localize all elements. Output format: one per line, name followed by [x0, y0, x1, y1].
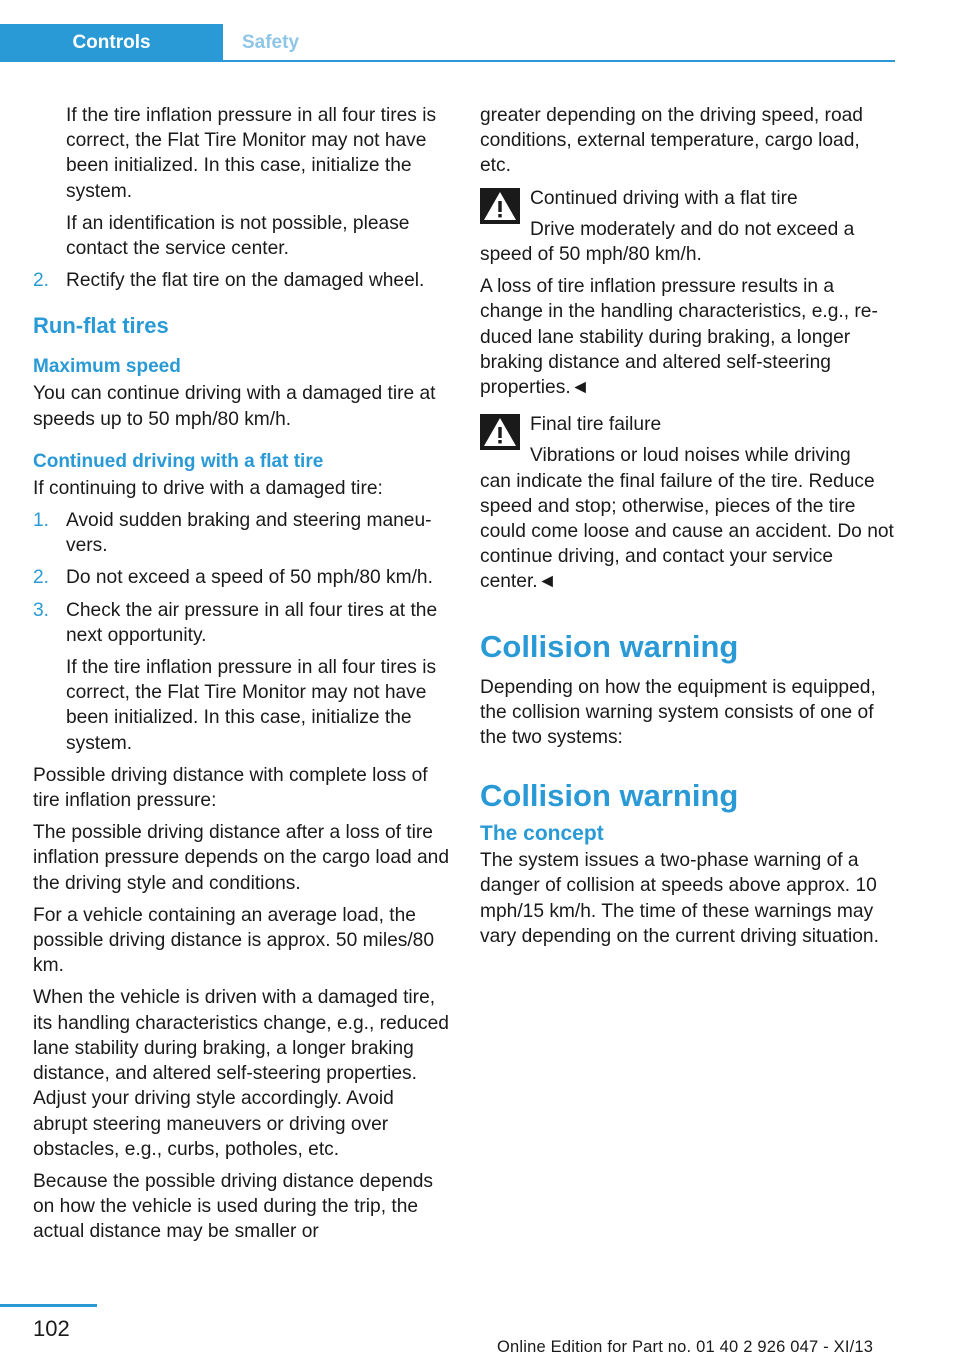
warning-title: Continued driving with a flat tire — [530, 187, 798, 209]
runflat-heading: Run-flat tires — [33, 313, 169, 339]
list-item — [33, 598, 451, 648]
list-text: Avoid sudden braking and steering maneuvers. — [66, 510, 432, 557]
warning-line: Drive moderately and do not exceed a — [530, 218, 855, 240]
concept-text: The system issues a two-phase warning of a danger of collision at speeds above approx. 10 mph/15 km/h. The time of these warnings may vary depending on the current driving situation. — [480, 850, 879, 947]
list-number: 1. — [33, 510, 50, 532]
edition-info: Online Edition for Part no. 01 40 2 926 047 - XI/13 — [497, 1338, 874, 1356]
list-number: 2. — [33, 567, 50, 589]
list-item — [33, 508, 451, 558]
warning-triangle-icon — [480, 414, 520, 450]
list-text: Rectify the flat tire on the damaged wheel. — [66, 270, 425, 292]
list-sub-paragraph: If the tire inflation pressure in all four tires is correct, the Flat Tire Monitor may not have been initialized. In this case, initialize the system. — [66, 657, 437, 754]
warning-rest: speed of 50 mph/80 km/h. — [480, 244, 702, 266]
warning-block-final-failure — [480, 412, 895, 594]
intro-paragraph-2: If an identification is not possible, please contact the service center. — [66, 212, 410, 260]
maxspeed-heading: Maximum speed — [33, 356, 181, 378]
list-number: 3. — [33, 599, 50, 621]
paragraph-handling: When the vehicle is driven with a damaged tire, its handling characteristics change, e.g., reduced lane stability during braking, a longer braking distance, and altered self-steering properties. Adjust your driving style accordingly. Avoid abrupt steering maneuvers or driving over obstacles, e.g., curbs, potholes, etc. — [33, 987, 449, 1160]
continued-heading: Continued driving with a flat tire — [33, 450, 324, 472]
concept-heading: The concept — [480, 822, 604, 846]
list-number: 2. — [33, 270, 50, 292]
warning-rest: can indicate the final failure of the tire. Reduce speed and stop; otherwise, pieces of the tire could come loose and cause an accident. Do not continue driving, and contact your service center.◄ — [480, 470, 894, 593]
paragraph-distance-depends: The possible driving distance after a loss of tire inflation pressure depends on the cargo load and the driving style and conditions. — [33, 822, 450, 894]
list-text: Do not exceed a speed of 50 mph/80 km/h. — [66, 567, 433, 589]
warning-line: Vibrations or loud noises while driving — [530, 445, 851, 467]
collision-warning-heading: Collision warning — [480, 628, 739, 664]
list-item — [33, 565, 451, 590]
warning-block-flat-tire — [480, 186, 895, 268]
paragraph-continued: greater depending on the driving speed, road conditions, external temperature, cargo load, etc. — [480, 105, 863, 177]
tab-controls[interactable]: Controls — [0, 24, 223, 60]
tab-safety[interactable]: Safety — [241, 32, 300, 53]
list-item-rectify — [33, 268, 451, 293]
right-column — [480, 103, 895, 956]
maxspeed-text: You can continue driving with a damaged tire at speeds up to 50 mph/80 km/h. — [33, 383, 436, 430]
paragraph-because: Because the possible driving distance depends on how the vehicle is used during the trip, the actual distance may be smaller or — [33, 1170, 434, 1243]
average-load-text: For a vehicle containing an average load, the possible driving distance is approx. 50 miles/80 km. — [33, 904, 435, 977]
collision-text: Depending on how the equipment is equipped, the collision warning system consists of one of the two systems: — [480, 676, 876, 749]
paragraph-pressure-loss: A loss of tire inflation pressure results in a change in the handling characteristics, e.g., reduced lane stability during braking, a longer braking distance and altered self-steering properties.◄ — [480, 276, 878, 399]
header-tabbar — [0, 24, 895, 62]
paragraph-average-load — [33, 903, 451, 979]
warning-triangle-icon — [480, 188, 520, 224]
intro-paragraph-1: If the tire inflation pressure in all four tires is correct, the Flat Tire Monitor may not have been initialized. In this case, initialize the system. — [66, 105, 437, 202]
left-column — [33, 103, 451, 1252]
list-text: Check the air pressure in all four tires at the next opportunity. — [66, 599, 438, 646]
paragraph-distance-loss: Possible driving distance with complete loss of tire inflation pressure: — [33, 764, 428, 812]
footer-accent-line — [0, 1304, 97, 1307]
continued-intro: If continuing to drive with a damaged tire: — [33, 477, 383, 499]
page-number: 102 — [33, 1316, 70, 1341]
collision-warning-heading-2: Collision warning — [480, 778, 739, 814]
warning-title: Final tire failure — [530, 414, 662, 436]
